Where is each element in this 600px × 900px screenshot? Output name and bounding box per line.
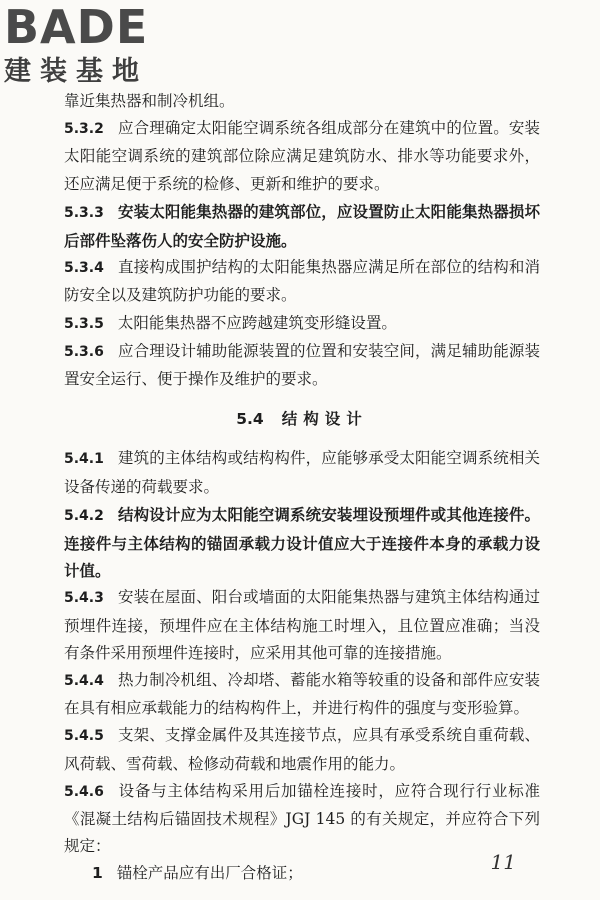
clause-text: 安装太阳能集热器的建筑部位，应设置防止太阳能集热器损坏后部件坠落伤人的安全防护设施。: [64, 201, 540, 251]
clause-number: 5.3.3: [64, 204, 104, 221]
watermark-logo: [4, 0, 194, 96]
clause-number: 5.4.5: [64, 728, 104, 745]
clause-5-4-2: [64, 501, 540, 585]
section-number: 5.4: [236, 410, 264, 429]
clause-5-4-6: [64, 778, 540, 861]
clause-number: 5.3.6: [64, 343, 104, 360]
clause-text: 直接构成围护结构的太阳能集热器应满足所在部位的结构和消防安全以及建筑防护功能的要求。: [64, 258, 540, 305]
document-body: [64, 88, 540, 888]
list-item-text: 锚栓产品应有出厂合格证；: [116, 864, 303, 883]
clause-text: 应合理确定太阳能空调系统各组成部分在建筑中的位置。安装太阳能空调系统的建筑部位除应满足建筑防水、排水等功能要求外，还应满足便于系统的检修、更新和维护的要求。: [64, 119, 540, 193]
clause-number: 5.4.6: [64, 783, 104, 800]
clause-5-4-1: [64, 445, 540, 500]
list-item: [64, 860, 540, 887]
watermark-brand: BADE: [4, 0, 149, 54]
clause-text: 热力制冷机组、冷却塔、蓄能水箱等较重的设备和部件应安装在具有相应承载能力的结构构件上，并进行构件的强度与变形验算。: [64, 671, 540, 718]
section-title: 结构设计: [281, 409, 368, 429]
clause-text: 安装在屋面、阳台或墙面的太阳能集热器与建筑主体结构通过预埋件连接，预埋件应在主体结构施工时埋入，且位置应准确；当没有条件采用预埋件连接时，应采用其他可靠的连接措施。: [64, 588, 540, 662]
clause-5-3-2: [64, 115, 540, 198]
clause-text: 支架、支撑金属件及其连接节点，应具有承受系统自重荷载、风荷载、雪荷载、检修动荷载和地震作用的能力。: [64, 726, 540, 773]
clause-5-4-3: [64, 584, 540, 667]
list-item-number: 1: [92, 864, 103, 883]
clause-text: 应合理设计辅助能源装置的位置和安装空间，满足辅助能源装置安全运行、便于操作及维护的要求。: [64, 341, 540, 389]
page-number: 11: [490, 850, 516, 874]
clause-text: 太阳能集热器不应跨越建筑变形缝设置。: [117, 313, 397, 332]
clause-text: 靠近集热器和制冷机组。: [64, 92, 235, 110]
clause-number: 5.3.4: [64, 260, 104, 277]
clause-text: 建筑的主体结构或结构构件，应能够承受太阳能空调系统相关设备传递的荷载要求。: [64, 449, 540, 496]
clause-5-3-4: [64, 254, 540, 309]
clause-number: 5.4.1: [64, 451, 104, 468]
section-heading: [64, 405, 540, 433]
clause-text: 结构设计应为太阳能空调系统安装埋设预埋件或其他连接件。连接件与主体结构的锚固承载力设计值应大于连接件本身的承载力设计值。: [64, 504, 540, 581]
clause-number: 5.3.2: [64, 121, 104, 138]
clause-number: 5.4.3: [64, 590, 104, 607]
clause-number: 5.3.5: [64, 315, 104, 332]
clause-5-3-5: [64, 310, 540, 338]
clause-5-4-4: [64, 667, 540, 722]
clause-5-3-3: [64, 198, 540, 254]
watermark-subtitle: 建装基地: [4, 56, 148, 87]
clause-5-4-5: [64, 722, 540, 777]
clause-number: 5.4.2: [64, 507, 104, 524]
clause-number: 5.4.4: [64, 673, 104, 690]
clause-5-3-6: [64, 338, 540, 393]
clause-text: 设备与主体结构采用后加锚栓连接时，应符合现行行业标准《混凝土结构后锚固技术规程》JGJ 145 的有关规定，并应符合下列规定：: [64, 781, 540, 856]
